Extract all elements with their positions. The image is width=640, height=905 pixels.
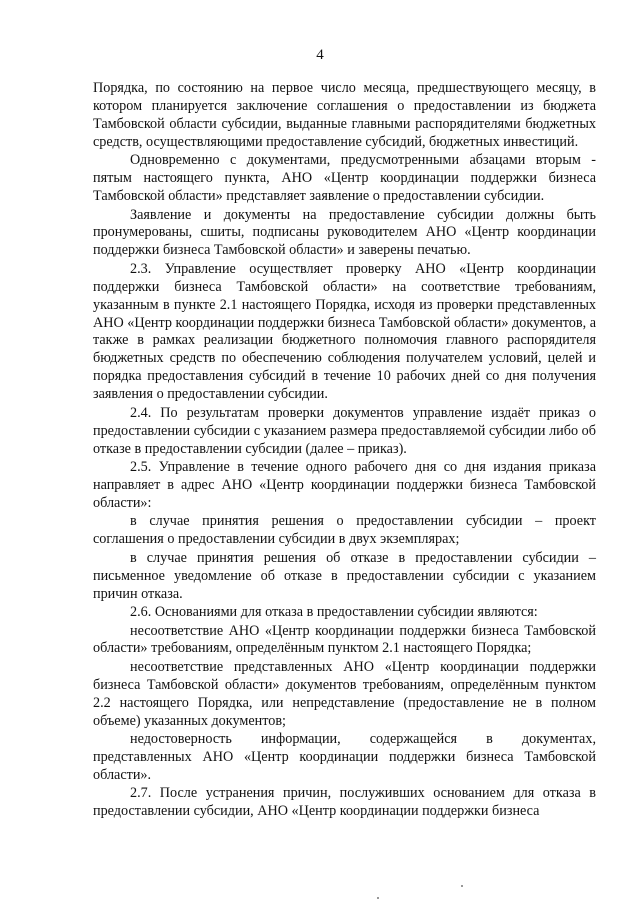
- paragraph: 2.6. Основаниями для отказа в предоставлении субсидии являются:: [130, 604, 538, 621]
- paragraph: несоответствие АНО «Центр координации поддержки бизнеса Тамбовской области» требованиям, определённым пунктом 2.1 настоящего Порядка;: [93, 622, 596, 657]
- scan-speck: [461, 885, 463, 887]
- paragraph: Порядка, по состоянию на первое число месяца, предшествующего месяцу, в котором планируется заключение соглашения о предоставлении из бюджета Тамбовской области субсидии, выданные главными распорядителями бюджетных средств, осуществляющими предоставление субсидий, бюджетных инвестиций.: [93, 80, 596, 150]
- paragraph: 2.4. По результатам проверки документов управление издаёт приказ о предоставлении субсидии с указанием размера предоставляемой субсидии либо об отказе в предоставлении субсидии (далее – приказ).: [93, 404, 596, 457]
- paragraph: недостоверность информации, содержащейся в документах, представленных АНО «Центр координации поддержки бизнеса Тамбовской области».: [93, 731, 596, 783]
- paragraph: Заявление и документы на предоставление субсидии должны быть пронумерованы, сшиты, подписаны руководителем АНО «Центр координации поддержки бизнеса Тамбовской области» и заверены печатью.: [93, 206, 596, 259]
- paragraph: Одновременно с документами, предусмотренными абзацами вторым - пятым настоящего пункта, АНО «Центр координации поддержки бизнеса Тамбовской области» представляет заявление о предоставлении субсидии.: [93, 152, 596, 205]
- paragraph: 2.3. Управление осуществляет проверку АНО «Центр координации поддержки бизнеса Тамбовской области» на соответствие требованиям, указанным в пункте 2.1 настоящего Порядка, исходя из проверки представленных АНО «Центр координации поддержки бизнеса Тамбовской области» документов, а также в рамках реализации бюджетного полномочия главного распорядителя бюджетных средств по обеспечению соблюдения получателем условий, целей и порядка предоставления субсидий в течение 10 рабочих дней со дня получения заявления о предоставлении субсидии.: [93, 260, 596, 403]
- paragraph: в случае принятия решения о предоставлении субсидии – проект соглашения о предоставлении субсидии в двух экземплярах;: [93, 513, 596, 548]
- paragraph: в случае принятия решения об отказе в предоставлении субсидии – письменное уведомление об отказе в предоставлении субсидии с указанием причин отказа.: [93, 549, 596, 602]
- paragraph: 2.5. Управление в течение одного рабочего дня со дня издания приказа направляет в адрес АНО «Центр координации поддержки бизнеса Тамбовской области»:: [93, 459, 596, 511]
- page-number: 4: [316, 47, 324, 63]
- scan-speck: [377, 897, 379, 899]
- document-body: [93, 80, 596, 821]
- paragraph: несоответствие представленных АНО «Центр координации поддержки бизнеса Тамбовской области» документов требованиям, определённым пунктом 2.2 настоящего Порядка, или непредставление (предоставление не в полном объеме) указанных документов;: [93, 658, 596, 729]
- paragraph: 2.7. После устранения причин, послуживших основанием для отказа в предоставлении субсидии, АНО «Центр координации поддержки бизнеса: [93, 785, 596, 820]
